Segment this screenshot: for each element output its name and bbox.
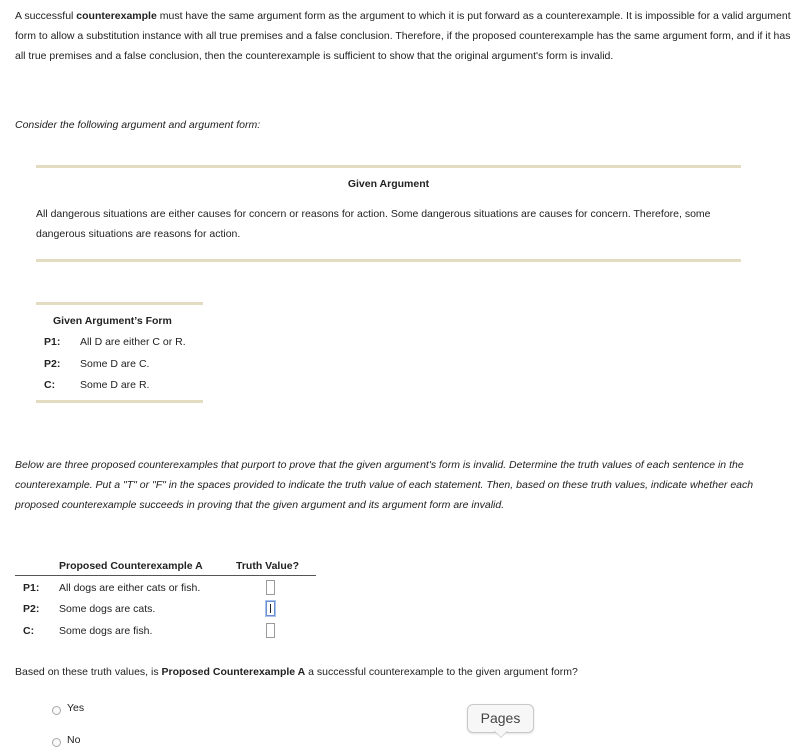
question-bold: Proposed Counterexample A — [161, 666, 306, 678]
ce-text-p2: Some dogs are cats. — [59, 603, 156, 615]
instructions-text: Below are three proposed counterexamples that purport to prove that the given argument's form is invalid. Determine the truth values of each sentence in the counterexample. Put a "T" or "F" in the spaces provided to indicate the truth value of each statement. Then, based on these truth values, indicate whether each proposed counterexample succeeds in proving that the given argument and its argument form are invalid. — [15, 459, 754, 511]
truth-value-heading: Truth Value? — [236, 560, 300, 572]
intro-text-rest: must have the same argument form as the argument to which it is put forward as a counterexample. It is impossible for a valid argument form to allow a substitution instance with all true premises and a false conclusion. Therefore, if the proposed counterexample has the same argument form, and if it has all true premises and a false conclusion, then the counterexample is sufficient to show that the original argument's form is invalid. — [15, 10, 791, 62]
intro-paragraph — [15, 6, 797, 66]
given-argument-heading: Given Argument — [347, 178, 430, 190]
pages-button[interactable]: Pages — [467, 704, 534, 733]
form-text-p2: Some D are C. — [80, 358, 150, 370]
consider-text: Consider the following argument and argument form: — [15, 119, 261, 131]
form-label-c: C: — [44, 379, 56, 391]
form-heading: Given Argument’s Form — [53, 315, 172, 327]
table-header-rule — [15, 575, 316, 576]
counterexample-a-heading: Proposed Counterexample A — [59, 560, 203, 572]
pages-button-pointer-inner — [495, 731, 507, 737]
given-argument-bottom-rule — [36, 259, 741, 262]
form-text-c: Some D are R. — [80, 379, 150, 391]
option-no-label[interactable]: No — [67, 734, 81, 746]
question-suffix: a successful counterexample to the given argument form? — [305, 666, 578, 678]
form-top-rule — [36, 302, 203, 305]
form-label-p1: P1: — [44, 336, 61, 348]
ce-text-c: Some dogs are fish. — [59, 625, 153, 637]
question-prefix: Based on these truth values, is — [15, 666, 162, 678]
ce-label-c: C: — [23, 625, 35, 637]
given-argument-text: All dangerous situations are either causes for concern or reasons for action. Some dangerous situations are causes for concern. Therefore, some dangerous situations are reasons for action. — [36, 208, 711, 240]
truth-value-input-p2[interactable] — [266, 601, 275, 616]
intro-text-start: A successful — [15, 10, 77, 22]
form-label-p2: P2: — [44, 358, 61, 370]
truth-value-input-c[interactable] — [266, 623, 275, 638]
option-yes-label[interactable]: Yes — [67, 702, 85, 714]
form-text-p1: All D are either C or R. — [80, 336, 186, 348]
ce-text-p1: All dogs are either cats or fish. — [59, 582, 201, 594]
ce-label-p2: P2: — [23, 603, 40, 615]
truth-value-input-p1[interactable] — [266, 580, 275, 595]
given-argument-top-rule — [36, 165, 741, 168]
question-text — [15, 666, 578, 678]
ce-label-p1: P1: — [23, 582, 40, 594]
radio-yes[interactable] — [52, 706, 61, 715]
form-bottom-rule — [36, 400, 203, 403]
intro-bold-term: counterexample — [76, 10, 157, 22]
